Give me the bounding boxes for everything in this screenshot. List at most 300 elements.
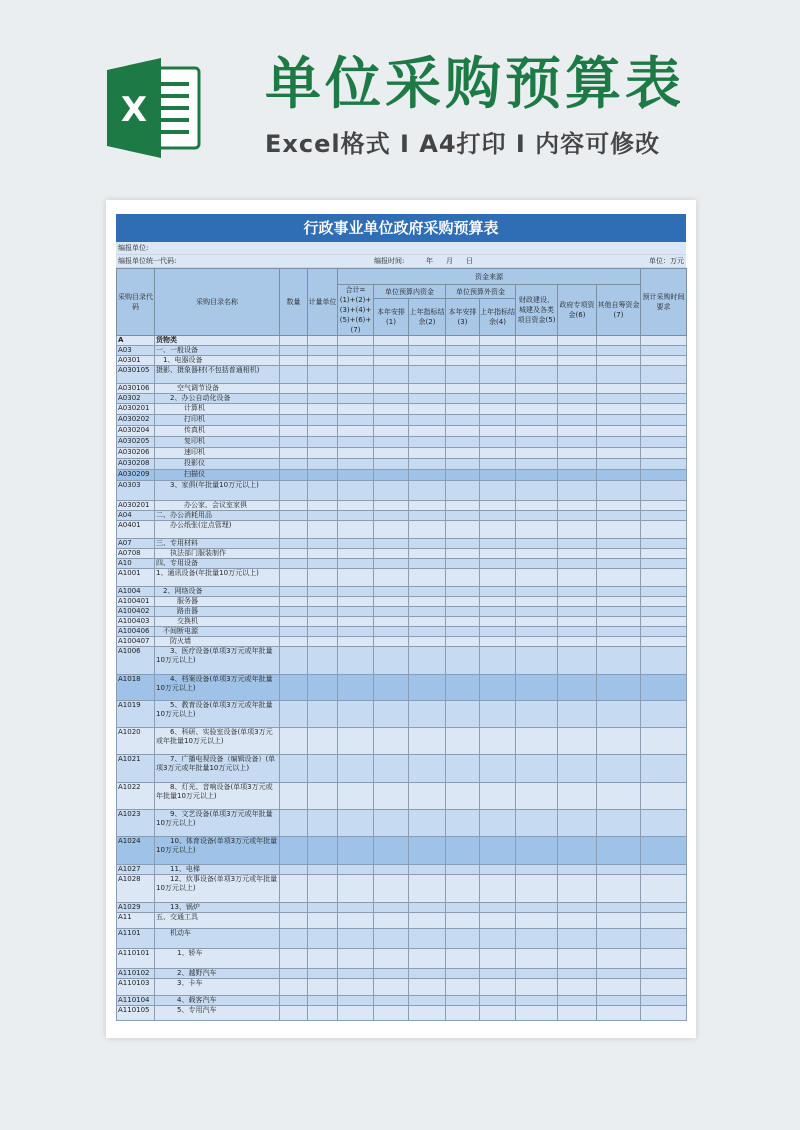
cell-value[interactable]	[280, 356, 308, 366]
cell-value[interactable]	[338, 627, 374, 637]
cell-value[interactable]	[446, 426, 480, 437]
cell-value[interactable]	[280, 875, 308, 903]
cell-value[interactable]	[338, 617, 374, 627]
cell-value[interactable]	[308, 627, 338, 637]
cell-code[interactable]: A030202	[117, 415, 155, 426]
cell-name[interactable]: 防火墙	[155, 637, 280, 647]
cell-value[interactable]	[641, 865, 687, 875]
cell-value[interactable]	[597, 587, 641, 597]
cell-value[interactable]	[558, 597, 597, 607]
cell-value[interactable]	[338, 949, 374, 969]
cell-value[interactable]	[597, 837, 641, 865]
cell-value[interactable]	[516, 810, 558, 837]
cell-value[interactable]	[338, 647, 374, 675]
cell-value[interactable]	[308, 448, 338, 459]
cell-value[interactable]	[597, 481, 641, 501]
cell-value[interactable]	[641, 384, 687, 394]
cell-name[interactable]: 服务器	[155, 597, 280, 607]
cell-value[interactable]	[597, 617, 641, 627]
cell-value[interactable]	[516, 404, 558, 415]
cell-code[interactable]: A030209	[117, 470, 155, 481]
cell-value[interactable]	[516, 511, 558, 521]
cell-value[interactable]	[409, 481, 446, 501]
cell-value[interactable]	[338, 549, 374, 559]
cell-value[interactable]	[280, 627, 308, 637]
cell-value[interactable]	[516, 969, 558, 979]
cell-value[interactable]	[308, 607, 338, 617]
cell-value[interactable]	[446, 607, 480, 617]
cell-value[interactable]	[280, 597, 308, 607]
cell-value[interactable]	[558, 929, 597, 949]
cell-value[interactable]	[480, 647, 516, 675]
cell-value[interactable]	[597, 913, 641, 929]
cell-value[interactable]	[280, 996, 308, 1006]
cell-value[interactable]	[480, 511, 516, 521]
cell-value[interactable]	[446, 929, 480, 949]
cell-value[interactable]	[446, 969, 480, 979]
cell-value[interactable]	[480, 675, 516, 701]
cell-value[interactable]	[558, 607, 597, 617]
cell-value[interactable]	[558, 969, 597, 979]
cell-value[interactable]	[480, 996, 516, 1006]
cell-value[interactable]	[480, 1006, 516, 1021]
cell-value[interactable]	[374, 346, 409, 356]
cell-value[interactable]	[409, 969, 446, 979]
cell-value[interactable]	[409, 336, 446, 346]
cell-name[interactable]: 传真机	[155, 426, 280, 437]
cell-value[interactable]	[374, 501, 409, 511]
cell-code[interactable]: A1021	[117, 755, 155, 783]
cell-value[interactable]	[597, 929, 641, 949]
cell-value[interactable]	[338, 448, 374, 459]
cell-value[interactable]	[480, 521, 516, 539]
cell-name[interactable]: 2、网络设备	[155, 587, 280, 597]
cell-code[interactable]: A100403	[117, 617, 155, 627]
cell-code[interactable]: A030204	[117, 426, 155, 437]
cell-value[interactable]	[480, 875, 516, 903]
cell-value[interactable]	[480, 587, 516, 597]
cell-value[interactable]	[558, 903, 597, 913]
cell-value[interactable]	[597, 470, 641, 481]
cell-value[interactable]	[641, 979, 687, 996]
cell-value[interactable]	[280, 539, 308, 549]
cell-code[interactable]: A1028	[117, 875, 155, 903]
cell-value[interactable]	[641, 587, 687, 597]
cell-value[interactable]	[516, 569, 558, 587]
cell-value[interactable]	[374, 728, 409, 755]
cell-value[interactable]	[641, 1006, 687, 1021]
cell-value[interactable]	[308, 394, 338, 404]
cell-code[interactable]: A100402	[117, 607, 155, 617]
cell-code[interactable]: A030106	[117, 384, 155, 394]
cell-value[interactable]	[280, 1006, 308, 1021]
cell-name[interactable]: 1、电器设备	[155, 356, 280, 366]
cell-value[interactable]	[480, 810, 516, 837]
cell-value[interactable]	[374, 783, 409, 810]
cell-value[interactable]	[516, 587, 558, 597]
cell-value[interactable]	[338, 837, 374, 865]
cell-value[interactable]	[516, 647, 558, 675]
cell-value[interactable]	[409, 559, 446, 569]
cell-value[interactable]	[446, 587, 480, 597]
cell-value[interactable]	[374, 366, 409, 384]
cell-value[interactable]	[308, 481, 338, 501]
cell-code[interactable]: A0302	[117, 394, 155, 404]
cell-value[interactable]	[409, 1006, 446, 1021]
cell-value[interactable]	[446, 865, 480, 875]
cell-value[interactable]	[558, 549, 597, 559]
cell-value[interactable]	[558, 426, 597, 437]
cell-value[interactable]	[409, 728, 446, 755]
cell-value[interactable]	[409, 637, 446, 647]
cell-value[interactable]	[516, 979, 558, 996]
cell-value[interactable]	[597, 559, 641, 569]
cell-value[interactable]	[641, 837, 687, 865]
cell-value[interactable]	[374, 949, 409, 969]
cell-value[interactable]	[480, 969, 516, 979]
cell-value[interactable]	[480, 336, 516, 346]
cell-value[interactable]	[374, 1006, 409, 1021]
cell-value[interactable]	[516, 875, 558, 903]
cell-value[interactable]	[516, 913, 558, 929]
cell-code[interactable]: A030205	[117, 437, 155, 448]
cell-name[interactable]: 交换机	[155, 617, 280, 627]
cell-value[interactable]	[558, 437, 597, 448]
cell-value[interactable]	[558, 637, 597, 647]
cell-value[interactable]	[280, 404, 308, 415]
cell-value[interactable]	[641, 949, 687, 969]
cell-value[interactable]	[308, 783, 338, 810]
cell-value[interactable]	[374, 437, 409, 448]
cell-value[interactable]	[558, 701, 597, 728]
cell-value[interactable]	[641, 569, 687, 587]
cell-value[interactable]	[516, 701, 558, 728]
cell-value[interactable]	[558, 559, 597, 569]
cell-value[interactable]	[641, 637, 687, 647]
cell-value[interactable]	[409, 617, 446, 627]
cell-value[interactable]	[597, 810, 641, 837]
cell-value[interactable]	[280, 647, 308, 675]
cell-value[interactable]	[558, 346, 597, 356]
cell-value[interactable]	[558, 448, 597, 459]
cell-value[interactable]	[308, 913, 338, 929]
cell-value[interactable]	[446, 837, 480, 865]
cell-value[interactable]	[374, 627, 409, 637]
cell-value[interactable]	[480, 929, 516, 949]
cell-value[interactable]	[409, 539, 446, 549]
cell-value[interactable]	[280, 701, 308, 728]
cell-value[interactable]	[558, 394, 597, 404]
cell-value[interactable]	[338, 384, 374, 394]
cell-code[interactable]: A030208	[117, 459, 155, 470]
cell-name[interactable]: 3、家俱(年批量10万元以上)	[155, 481, 280, 501]
cell-value[interactable]	[374, 511, 409, 521]
cell-value[interactable]	[641, 459, 687, 470]
cell-value[interactable]	[280, 336, 308, 346]
cell-value[interactable]	[597, 728, 641, 755]
cell-value[interactable]	[409, 929, 446, 949]
cell-value[interactable]	[409, 549, 446, 559]
cell-value[interactable]	[516, 501, 558, 511]
cell-value[interactable]	[374, 448, 409, 459]
cell-value[interactable]	[558, 949, 597, 969]
cell-value[interactable]	[558, 404, 597, 415]
cell-value[interactable]	[280, 426, 308, 437]
cell-value[interactable]	[558, 728, 597, 755]
cell-value[interactable]	[480, 837, 516, 865]
cell-value[interactable]	[280, 607, 308, 617]
cell-value[interactable]	[409, 913, 446, 929]
cell-value[interactable]	[558, 837, 597, 865]
cell-value[interactable]	[409, 701, 446, 728]
cell-value[interactable]	[338, 415, 374, 426]
cell-value[interactable]	[338, 481, 374, 501]
cell-value[interactable]	[308, 647, 338, 675]
cell-value[interactable]	[597, 394, 641, 404]
cell-value[interactable]	[308, 701, 338, 728]
cell-code[interactable]: A10	[117, 559, 155, 569]
cell-value[interactable]	[374, 675, 409, 701]
cell-value[interactable]	[516, 549, 558, 559]
cell-value[interactable]	[641, 607, 687, 617]
cell-name[interactable]: 5、专用汽车	[155, 1006, 280, 1021]
cell-value[interactable]	[641, 728, 687, 755]
cell-value[interactable]	[308, 366, 338, 384]
cell-value[interactable]	[516, 394, 558, 404]
cell-value[interactable]	[280, 448, 308, 459]
cell-value[interactable]	[446, 996, 480, 1006]
cell-value[interactable]	[308, 415, 338, 426]
cell-value[interactable]	[558, 501, 597, 511]
cell-value[interactable]	[280, 346, 308, 356]
cell-value[interactable]	[446, 913, 480, 929]
cell-value[interactable]	[516, 426, 558, 437]
cell-value[interactable]	[641, 394, 687, 404]
cell-value[interactable]	[480, 539, 516, 549]
cell-value[interactable]	[558, 675, 597, 701]
cell-value[interactable]	[409, 521, 446, 539]
cell-code[interactable]: A07	[117, 539, 155, 549]
cell-value[interactable]	[280, 415, 308, 426]
cell-value[interactable]	[480, 783, 516, 810]
cell-value[interactable]	[280, 481, 308, 501]
cell-value[interactable]	[446, 675, 480, 701]
cell-value[interactable]	[641, 783, 687, 810]
cell-value[interactable]	[374, 549, 409, 559]
cell-value[interactable]	[641, 969, 687, 979]
cell-value[interactable]	[516, 903, 558, 913]
cell-value[interactable]	[409, 607, 446, 617]
cell-value[interactable]	[516, 437, 558, 448]
cell-value[interactable]	[480, 617, 516, 627]
cell-value[interactable]	[516, 521, 558, 539]
cell-name[interactable]: 7、广播电视设备（编辑设备）(单项3万元或年批量10万元以上)	[155, 755, 280, 783]
cell-value[interactable]	[280, 913, 308, 929]
cell-value[interactable]	[409, 448, 446, 459]
cell-value[interactable]	[480, 415, 516, 426]
cell-value[interactable]	[338, 366, 374, 384]
cell-value[interactable]	[308, 459, 338, 470]
cell-value[interactable]	[480, 569, 516, 587]
cell-value[interactable]	[516, 755, 558, 783]
cell-value[interactable]	[280, 549, 308, 559]
cell-value[interactable]	[480, 913, 516, 929]
cell-value[interactable]	[446, 539, 480, 549]
cell-value[interactable]	[374, 929, 409, 949]
cell-value[interactable]	[446, 336, 480, 346]
cell-value[interactable]	[374, 617, 409, 627]
cell-value[interactable]	[516, 539, 558, 549]
cell-value[interactable]	[338, 539, 374, 549]
cell-code[interactable]: A030105	[117, 366, 155, 384]
cell-value[interactable]	[641, 617, 687, 627]
cell-name[interactable]: 3、医疗设备(单项3万元或年批量10万元以上)	[155, 647, 280, 675]
cell-value[interactable]	[338, 701, 374, 728]
cell-value[interactable]	[446, 979, 480, 996]
cell-value[interactable]	[516, 929, 558, 949]
cell-name[interactable]: 货物类	[155, 336, 280, 346]
cell-value[interactable]	[409, 903, 446, 913]
cell-value[interactable]	[374, 539, 409, 549]
cell-code[interactable]: A	[117, 336, 155, 346]
cell-value[interactable]	[446, 394, 480, 404]
cell-value[interactable]	[374, 336, 409, 346]
cell-code[interactable]: A1018	[117, 675, 155, 701]
cell-value[interactable]	[446, 559, 480, 569]
cell-name[interactable]: 13、锅炉	[155, 903, 280, 913]
cell-code[interactable]: A1027	[117, 865, 155, 875]
cell-value[interactable]	[558, 539, 597, 549]
cell-name[interactable]: 办公家、会议室家俱	[155, 501, 280, 511]
cell-value[interactable]	[338, 356, 374, 366]
cell-value[interactable]	[338, 404, 374, 415]
cell-value[interactable]	[338, 607, 374, 617]
cell-name[interactable]: 2、越野汽车	[155, 969, 280, 979]
cell-code[interactable]: A0303	[117, 481, 155, 501]
cell-value[interactable]	[480, 597, 516, 607]
cell-value[interactable]	[641, 511, 687, 521]
cell-value[interactable]	[516, 783, 558, 810]
cell-value[interactable]	[308, 384, 338, 394]
cell-value[interactable]	[641, 549, 687, 559]
cell-value[interactable]	[338, 437, 374, 448]
cell-name[interactable]: 五、交通工具	[155, 913, 280, 929]
cell-value[interactable]	[558, 755, 597, 783]
cell-value[interactable]	[374, 587, 409, 597]
cell-value[interactable]	[597, 996, 641, 1006]
cell-value[interactable]	[641, 647, 687, 675]
cell-value[interactable]	[446, 415, 480, 426]
cell-value[interactable]	[597, 356, 641, 366]
cell-name[interactable]: 四、专用设备	[155, 559, 280, 569]
cell-name[interactable]: 12、炊事设备(单项3万元或年批量10万元以上)	[155, 875, 280, 903]
cell-name[interactable]: 执法部门服装制作	[155, 549, 280, 559]
cell-value[interactable]	[308, 587, 338, 597]
cell-value[interactable]	[280, 587, 308, 597]
cell-value[interactable]	[374, 521, 409, 539]
cell-code[interactable]: A1019	[117, 701, 155, 728]
cell-code[interactable]: A030201	[117, 404, 155, 415]
cell-value[interactable]	[280, 559, 308, 569]
cell-code[interactable]: A110105	[117, 1006, 155, 1021]
cell-value[interactable]	[280, 637, 308, 647]
cell-value[interactable]	[558, 356, 597, 366]
cell-name[interactable]: 二、办公消耗用品	[155, 511, 280, 521]
cell-value[interactable]	[374, 559, 409, 569]
cell-value[interactable]	[409, 979, 446, 996]
cell-value[interactable]	[280, 865, 308, 875]
cell-value[interactable]	[446, 346, 480, 356]
cell-code[interactable]: A0301	[117, 356, 155, 366]
cell-value[interactable]	[409, 837, 446, 865]
cell-value[interactable]	[280, 366, 308, 384]
cell-value[interactable]	[338, 459, 374, 470]
cell-value[interactable]	[516, 675, 558, 701]
cell-value[interactable]	[597, 675, 641, 701]
cell-value[interactable]	[280, 728, 308, 755]
cell-name[interactable]: 4、载客汽车	[155, 996, 280, 1006]
cell-value[interactable]	[409, 627, 446, 637]
cell-value[interactable]	[409, 675, 446, 701]
cell-value[interactable]	[280, 903, 308, 913]
cell-code[interactable]: A04	[117, 511, 155, 521]
cell-name[interactable]: 1、通讯设备(年批量10万元以上)	[155, 569, 280, 587]
cell-name[interactable]: 一、一般设备	[155, 346, 280, 356]
cell-value[interactable]	[280, 569, 308, 587]
cell-value[interactable]	[641, 426, 687, 437]
cell-name[interactable]: 三、专用材料	[155, 539, 280, 549]
cell-value[interactable]	[597, 539, 641, 549]
cell-name[interactable]: 4、档案设备(单项3万元或年批量10万元以上)	[155, 675, 280, 701]
cell-value[interactable]	[308, 675, 338, 701]
cell-value[interactable]	[516, 470, 558, 481]
cell-value[interactable]	[480, 356, 516, 366]
cell-name[interactable]: 摄影、摄象器材(不包括普通相机)	[155, 366, 280, 384]
cell-value[interactable]	[516, 366, 558, 384]
cell-value[interactable]	[308, 865, 338, 875]
cell-value[interactable]	[641, 810, 687, 837]
cell-name[interactable]: 9、文艺设备(单项3万元或年批量10万元以上)	[155, 810, 280, 837]
cell-value[interactable]	[597, 384, 641, 394]
cell-value[interactable]	[480, 701, 516, 728]
cell-value[interactable]	[409, 384, 446, 394]
cell-value[interactable]	[374, 755, 409, 783]
cell-value[interactable]	[308, 521, 338, 539]
cell-value[interactable]	[641, 996, 687, 1006]
cell-value[interactable]	[338, 511, 374, 521]
cell-value[interactable]	[597, 549, 641, 559]
cell-name[interactable]: 10、体育设备(单项3万元或年批量10万元以上)	[155, 837, 280, 865]
cell-value[interactable]	[641, 346, 687, 356]
cell-value[interactable]	[641, 448, 687, 459]
cell-code[interactable]: A1004	[117, 587, 155, 597]
cell-value[interactable]	[641, 404, 687, 415]
cell-value[interactable]	[374, 384, 409, 394]
cell-value[interactable]	[308, 996, 338, 1006]
cell-value[interactable]	[409, 783, 446, 810]
cell-value[interactable]	[641, 627, 687, 637]
cell-value[interactable]	[308, 539, 338, 549]
cell-name[interactable]: 8、灯光、音响设备(单项3万元或年批量10万元以上)	[155, 783, 280, 810]
cell-value[interactable]	[338, 597, 374, 607]
cell-value[interactable]	[374, 597, 409, 607]
cell-value[interactable]	[641, 913, 687, 929]
cell-value[interactable]	[446, 728, 480, 755]
cell-value[interactable]	[446, 783, 480, 810]
cell-value[interactable]	[516, 607, 558, 617]
cell-code[interactable]: A0708	[117, 549, 155, 559]
cell-value[interactable]	[558, 810, 597, 837]
